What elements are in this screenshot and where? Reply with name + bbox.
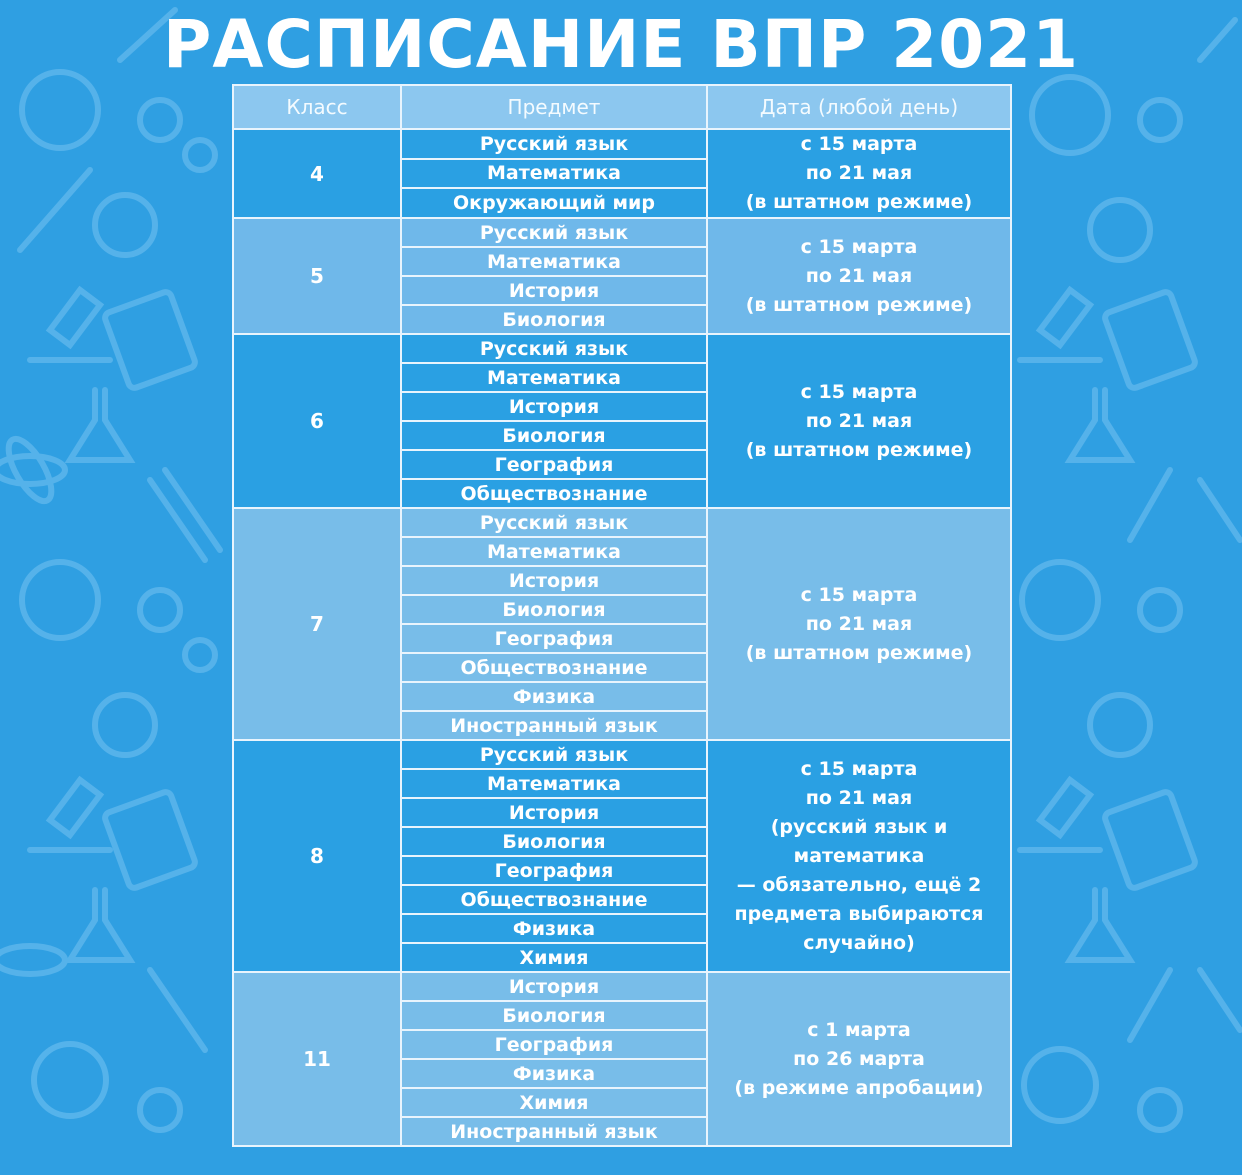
subject-cell: Биология xyxy=(401,421,707,450)
date-line: с 15 марта xyxy=(800,133,918,155)
subject-cell: История xyxy=(401,972,707,1001)
date-cell xyxy=(707,334,1011,508)
subject-cell: Химия xyxy=(401,1088,707,1117)
subject-cell: География xyxy=(401,1030,707,1059)
date-line: (в штатном режиме) xyxy=(745,438,973,461)
subject-cell: История xyxy=(401,566,707,595)
date-line: (в штатном режиме) xyxy=(745,641,973,664)
header-date: Дата (любой день) xyxy=(707,85,1011,129)
date-cell xyxy=(707,740,1011,972)
grade-cell: 11 xyxy=(233,972,401,1146)
grade-cell: 7 xyxy=(233,508,401,740)
date-line: — обязательно, ещё 2 xyxy=(736,873,982,896)
date-line: (в штатном режиме) xyxy=(745,293,973,316)
subject-cell: Обществознание xyxy=(401,479,707,508)
atom-icon xyxy=(0,433,65,974)
grade-cell: 4 xyxy=(233,129,401,218)
table-row xyxy=(233,334,1011,363)
table-row xyxy=(233,129,1011,159)
subject-cell: Иностранный язык xyxy=(401,1117,707,1146)
date-line: с 15 марта xyxy=(800,380,918,403)
subject-cell: Математика xyxy=(401,363,707,392)
grade-cell: 6 xyxy=(233,334,401,508)
subject-cell: Иностранный язык xyxy=(401,711,707,740)
date-line: по 26 марта xyxy=(793,1047,925,1070)
soccer-ball-icon xyxy=(1090,200,1150,755)
microscope-icon xyxy=(30,290,110,850)
date-line: (русский язык и математика xyxy=(770,815,948,867)
date-line: с 15 марта xyxy=(800,757,918,780)
subject-cell: Физика xyxy=(401,682,707,711)
date-line: (в штатном режиме) xyxy=(745,191,973,213)
subject-cell: Биология xyxy=(401,1001,707,1030)
date-line: с 1 марта xyxy=(807,1018,911,1041)
subject-cell: История xyxy=(401,798,707,827)
date-cell xyxy=(707,508,1011,740)
flask-icon xyxy=(70,390,130,960)
grade-cell: 5 xyxy=(233,218,401,334)
book-icon xyxy=(150,470,220,1050)
date-line: по 21 мая xyxy=(805,409,913,432)
subject-cell: Математика xyxy=(401,247,707,276)
book-icon xyxy=(1200,480,1240,1030)
subject-cell: География xyxy=(401,450,707,479)
date-line: по 21 мая xyxy=(805,162,913,184)
subject-cell: Окружающий мир xyxy=(401,188,707,218)
subject-cell: Обществознание xyxy=(401,885,707,914)
header-subject: Предмет xyxy=(401,85,707,129)
subject-cell: Русский язык xyxy=(401,508,707,537)
subject-cell: Математика xyxy=(401,769,707,798)
subject-cell: Физика xyxy=(401,914,707,943)
date-line: с 15 марта xyxy=(800,583,918,606)
subject-cell: Математика xyxy=(401,159,707,189)
subject-cell: Обществознание xyxy=(401,653,707,682)
date-cell xyxy=(707,972,1011,1146)
date-line: предмета выбираются xyxy=(734,902,984,925)
table-header-row xyxy=(233,85,1011,129)
subject-cell: Русский язык xyxy=(401,218,707,247)
glasses-icon xyxy=(185,140,215,670)
table-row xyxy=(233,508,1011,537)
date-line: (в режиме апробации) xyxy=(734,1076,984,1099)
date-line: по 21 мая xyxy=(805,786,913,809)
table-row xyxy=(233,972,1011,1001)
page-title: РАСПИСАНИЕ ВПР 2021 xyxy=(163,6,1079,83)
subject-cell: География xyxy=(401,856,707,885)
date-cell xyxy=(707,218,1011,334)
date-line: с 15 марта xyxy=(800,235,918,258)
date-line: случайно) xyxy=(803,931,915,954)
date-line: по 21 мая xyxy=(805,612,913,635)
subject-cell: География xyxy=(401,624,707,653)
schedule-table xyxy=(232,84,1012,1147)
subject-cell: Биология xyxy=(401,595,707,624)
apple-icon xyxy=(1140,100,1180,1130)
soccer-ball-icon xyxy=(95,195,155,755)
subject-cell: Русский язык xyxy=(401,129,707,159)
subject-cell: Русский язык xyxy=(401,740,707,769)
microscope-icon xyxy=(1020,290,1100,850)
subject-cell: Биология xyxy=(401,305,707,334)
apple-icon xyxy=(140,100,180,1130)
subject-cell: Химия xyxy=(401,943,707,972)
header-grade: Класс xyxy=(233,85,401,129)
table-row xyxy=(233,740,1011,769)
date-line: по 21 мая xyxy=(805,264,913,287)
globe-icon xyxy=(1022,77,1108,1121)
table-row xyxy=(233,218,1011,247)
subject-cell: Биология xyxy=(401,827,707,856)
grade-cell: 8 xyxy=(233,740,401,972)
subject-cell: История xyxy=(401,392,707,421)
subject-cell: Русский язык xyxy=(401,334,707,363)
subject-cell: История xyxy=(401,276,707,305)
date-cell xyxy=(707,129,1011,218)
subject-cell: Математика xyxy=(401,537,707,566)
subject-cell: Физика xyxy=(401,1059,707,1088)
flask-icon xyxy=(1070,390,1130,960)
